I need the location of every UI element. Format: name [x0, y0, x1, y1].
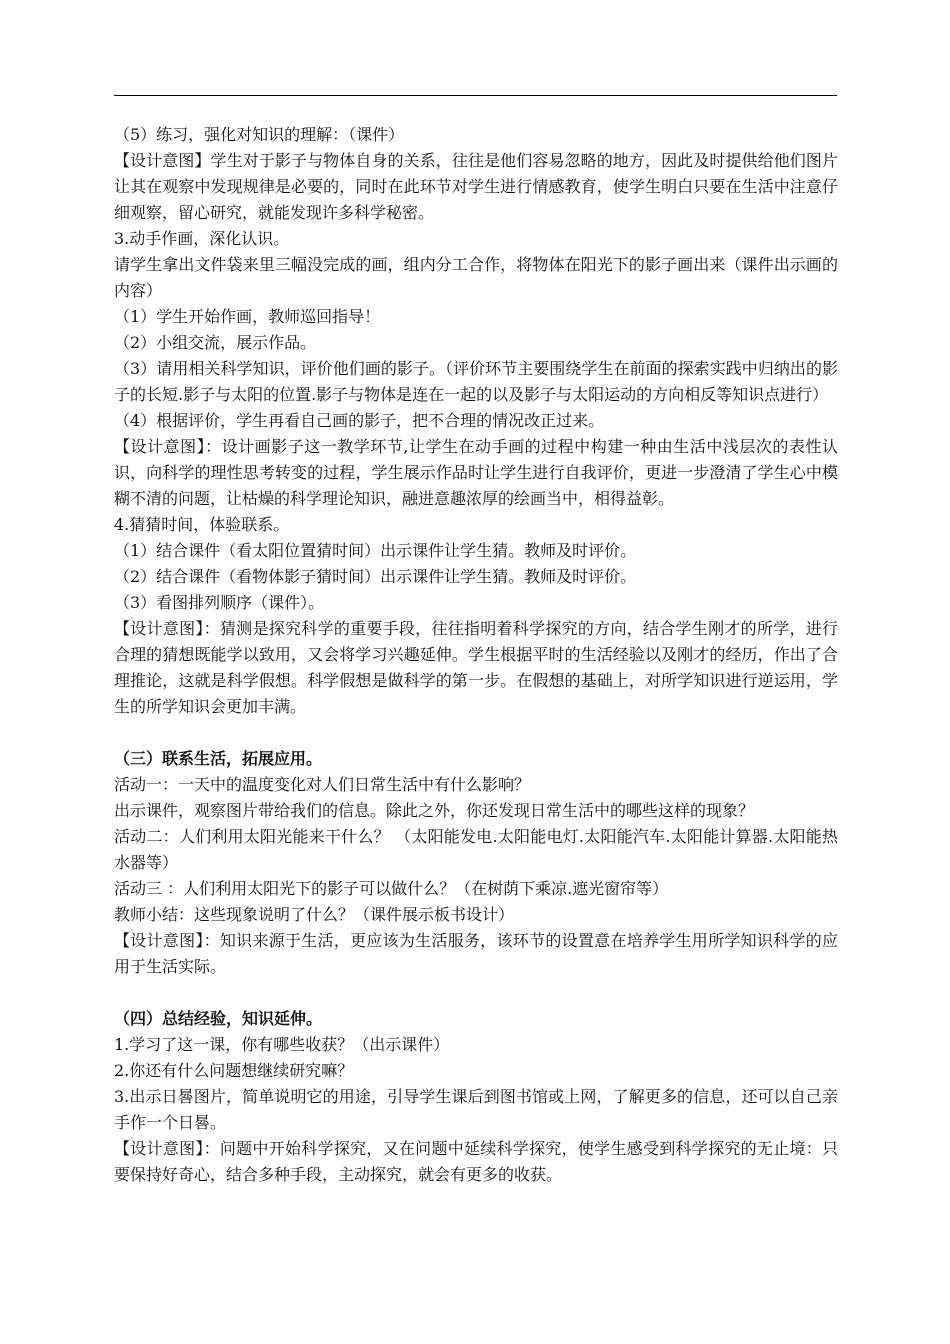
- paragraph-teacher-summary: 教师小结：这些现象说明了什么？（课件展示板书设计）: [114, 905, 515, 924]
- paragraph-step-3-intro: 请学生拿出文件袋来里三幅没完成的画，组内分工合作，将物体在阳光下的影子画出来（课件出示画的内容）: [114, 255, 838, 300]
- document-body: [114, 122, 838, 1188]
- blank-line: [114, 980, 838, 1006]
- section-3-heading: （三）联系生活，拓展应用。: [114, 749, 323, 768]
- section-4-heading: （四）总结经验，知识延伸。: [114, 1009, 323, 1028]
- paragraph-summary-item-1: 1.学习了这一课，你有哪些收获？（出示课件）: [114, 1035, 450, 1054]
- paragraph-step-4-title: 4.猜猜时间，体验联系。: [114, 515, 290, 534]
- paragraph-activity-1: 活动一：一天中的温度变化对人们日常生活中有什么影响？: [114, 775, 531, 794]
- paragraph-step-4-item-3: （3）看图排列顺序（课件）。: [114, 593, 325, 612]
- paragraph-step-3-item-1: （1）学生开始作画，教师巡回指导！: [114, 307, 381, 326]
- header-rule: [114, 95, 837, 96]
- paragraph-step-3-item-3: （3）请用相关科学知识，评价他们画的影子。（评价环节主要围绕学生在前面的探索实践中归纳出的影子的长短.影子与太阳的位置.影子与物体是连在一起的以及影子与太阳运动的方向相反等知识点进行）: [114, 359, 838, 404]
- paragraph-exercise: （5）练习，强化对知识的理解：（课件）: [114, 125, 405, 144]
- paragraph-step-3-item-4: （4）根据评价，学生再看自己画的影子，把不合理的情况改正过来。: [114, 411, 605, 430]
- paragraph-step-3-item-2: （2）小组交流，展示作品。: [114, 333, 317, 352]
- paragraph-step-3-title: 3.动手作画，深化认识。: [114, 229, 290, 248]
- paragraph-activity-2: 活动二：人们利用太阳光能来干什么？ （太阳能发电.太阳能电灯.太阳能汽车.太阳能计算器.太阳能热水器等）: [114, 827, 838, 872]
- paragraph-design-intent-4: 【设计意图】：知识来源于生活，更应该为生活服务，该环节的设置意在培养学生用所学知识科学的应用于生活实际。: [114, 931, 838, 976]
- paragraph-design-intent-1: 【设计意图】学生对于影子与物体自身的关系，往往是他们容易忽略的地方，因此及时提供给他们图片让其在观察中发现规律是必要的，同时在此环节对学生进行情感教育，使学生明白只要在生活中注意仔细观察，留心研究，就能发现许多科学秘密。: [114, 151, 838, 222]
- paragraph-design-intent-5: 【设计意图】：问题中开始科学探究，又在问题中延续科学探究，使学生感受到科学探究的无止境：只要保持好奇心，结合多种手段，主动探究，就会有更多的收获。: [114, 1139, 838, 1184]
- paragraph-summary-item-3: 3.出示日晷图片，简单说明它的用途，引导学生课后到图书馆或上网，了解更多的信息，还可以自己亲手作一个日晷。: [114, 1087, 838, 1132]
- paragraph-activity-3: 活动三 ：人们利用太阳光下的影子可以做什么？（在树荫下乘凉.遮光窗帘等）: [114, 879, 669, 898]
- paragraph-design-intent-2: 【设计意图】：设计画影子这一教学环节,让学生在动手画的过程中构建一种由生活中浅层次的表性认识，向科学的理性思考转变的过程，学生展示作品时让学生进行自我评价，更进一步澄清了学生心中模糊不清的问题，让枯燥的科学理论知识，融进意趣浓厚的绘画当中，相得益彰。: [114, 437, 838, 508]
- paragraph-step-4-item-2: （2）结合课件（看物体影子猜时间）出示课件让学生猜。教师及时评价。: [114, 567, 637, 586]
- paragraph-design-intent-3: 【设计意图】：猜测是探究科学的重要手段，往往指明着科学探究的方向，结合学生刚才的所学，进行合理的猜想既能学以致用，又会将学习兴趣延伸。学生根据平时的生活经验以及刚才的经历，作出了合理推论，这就是科学假想。科学假想是做科学的第一步。在假想的基础上，对所学知识进行逆运用，学生的所学知识会更加丰满。: [114, 619, 838, 716]
- paragraph-activity-1-detail: 出示课件，观察图片带给我们的信息。除此之外，你还发现日常生活中的哪些这样的现象？: [114, 801, 755, 820]
- blank-line: [114, 720, 838, 746]
- paragraph-step-4-item-1: （1）结合课件（看太阳位置猜时间）出示课件让学生猜。教师及时评价。: [114, 541, 637, 560]
- paragraph-summary-item-2: 2.你还有什么问题想继续研究嘛？: [114, 1061, 354, 1080]
